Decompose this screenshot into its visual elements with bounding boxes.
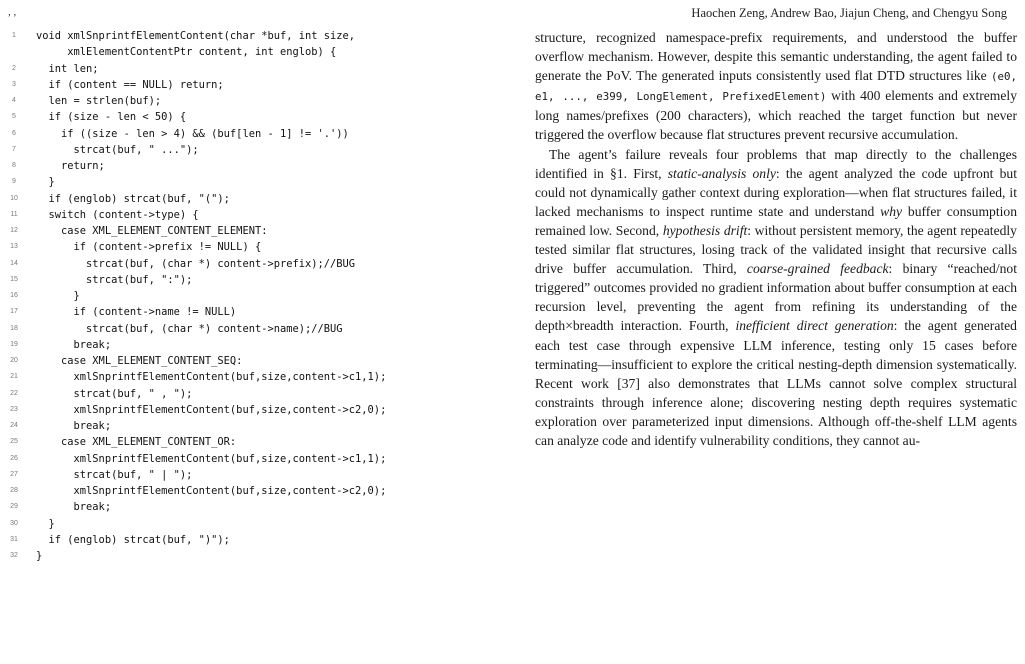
paragraph-1-text-a: structure, recognized namespace-prefix requirements, and understood the buffer overflow mechanism. However, despite this semantic understanding, the agent failed to generate the PoV. The generated inputs consistently used flat DTD structures like [535,30,1017,84]
p2-text-5: : binary “reached/not triggered” outcomes provided no gradient information about buffer consumption at each recursion level, preventing the agent from refining its understanding of the depth×breadth interaction. Fourth, [535,261,1017,334]
code-line [6,174,486,190]
code-line [6,126,486,142]
p2-emph-static-analysis: static-analysis only [667,165,776,181]
code-line [6,77,486,93]
code-text: void xmlSnprintfElementContent(char *buf, int size, [36,30,356,42]
code-listing [6,28,486,564]
p2-text-4: : without persistent memory, the agent repeatedly tested similar flat structures, losing track of the validated insight that recursive calls drive buffer accumulation. Third, [535,222,1017,277]
code-text: case XML_ELEMENT_CONTENT_ELEMENT: [36,225,268,237]
line-number: 11 [10,210,18,218]
line-number: 25 [10,438,18,446]
line-number: 21 [10,373,18,381]
line-number: 14 [10,259,18,267]
code-text: break; [36,501,112,514]
code-text: xmlSnprintfElementContent(buf,size,content->c1,1); [36,452,387,465]
code-text: int len; [36,62,99,75]
code-line [6,337,486,353]
code-line [6,516,486,532]
code-text: if (content == NULL) return; [36,78,224,91]
line-number: 13 [10,243,18,251]
code-text: } [36,290,80,302]
line-number: 28 [10,487,18,494]
code-line [6,386,486,402]
code-line [6,321,486,337]
p2-text-6: : the agent generated each test case through expensive LLM inference, testing only 15 cases before terminating—insufficient to explore the critical nesting-depth dimension systematically. Recent work [37] also demonstrates that LLMs cannot solve complex structural constraints through inference alone; discovering nesting depth requires systematic exploration over parameterized input dimensions. Although off-the-shelf LLM agents can analyze code and identify vulnerability conditions, they cannot au- [535,318,1017,448]
code-text: break; [36,420,112,432]
code-text: if (content->prefix != NULL) { [36,241,262,254]
code-text: xmlSnprintfElementContent(buf,size,content->c2,0); [36,403,387,416]
code-line [6,288,486,304]
line-number: 17 [10,308,18,316]
code-line [6,223,486,239]
line-number: 20 [10,357,18,364]
code-line [6,207,486,223]
code-text: xmlSnprintfElementContent(buf,size,content->c1,1); [36,371,387,384]
code-line [6,418,486,434]
code-text: if (englob) strcat(buf, "("); [36,192,230,205]
line-number: 1 [12,32,16,39]
code-line [6,239,486,255]
line-number: 18 [10,324,18,332]
code-line [6,28,486,44]
code-text: if ((size - len > 4) && (buf[len - 1] != '.')) [36,127,349,140]
p2-emph-coarse-feedback: coarse-grained feedback [746,261,889,277]
code-text: strcat(buf, (char *) content->prefix);//BUG [36,257,356,270]
code-text: xmlElementContentPtr content, int englob) { [36,46,337,59]
code-line [6,353,486,369]
code-line [6,158,486,174]
code-text: } [36,176,55,189]
code-line [6,256,486,272]
running-header-left: , , [8,6,17,18]
code-line [6,61,486,77]
line-number: 7 [12,145,16,153]
line-number: 15 [10,275,18,283]
line-number: 32 [10,552,18,559]
code-line [6,434,486,450]
code-text: strcat(buf, ":"); [36,273,193,286]
paragraph-1-text-b: with 400 elements and extremely long names/prefixes (200 characters), which reached the target function but never triggered the overflow because flat structures prevent recursive accumulation. [535,88,1017,143]
p2-emph-inefficient-generation: inefficient direct generation [735,318,894,334]
code-line [6,499,486,515]
line-number: 2 [12,64,16,72]
code-text: xmlSnprintfElementContent(buf,size,content->c2,0); [36,485,387,497]
code-line [6,93,486,109]
line-number [6,44,22,60]
code-line [6,451,486,467]
paragraph-2 [535,145,1017,451]
code-text: strcat(buf, " , "); [36,387,193,400]
code-text: strcat(buf, (char *) content->name);//BUG [36,322,343,335]
code-text: case XML_ELEMENT_CONTENT_OR: [36,436,237,449]
code-line [6,532,486,548]
code-line [6,548,486,564]
code-text: strcat(buf, " | "); [36,468,193,481]
line-number: 29 [10,503,18,511]
line-number: 19 [10,340,18,348]
inline-code: (e0, e1, ..., e399, LongElement, PrefixedElement) [535,70,1018,104]
line-number: 23 [10,405,18,413]
line-number: 30 [10,519,18,527]
code-text: if (englob) strcat(buf, ")"); [36,533,230,546]
code-text: switch (content->type) { [36,208,199,221]
p2-emph-why: why [880,203,903,219]
code-line [6,109,486,125]
code-text: strcat(buf, " ..."); [36,143,199,156]
line-number: 3 [12,80,16,88]
code-text: } [36,517,55,530]
paragraph-1 [535,28,1017,145]
line-number: 27 [10,470,18,478]
p2-text-2: : the agent analyzed the code upfront but could not dynamically gather context during exploration—when flat structures failed, it lacked mechanisms to inspect runtime state and understand [535,165,1017,219]
code-text: return; [36,160,105,172]
line-number: 8 [12,162,16,169]
running-header-authors: Haochen Zeng, Andrew Bao, Jiajun Cheng, and Chengyu Song [691,6,1007,20]
code-text: break; [36,338,112,351]
p2-emph-hypothesis-drift: hypothesis drift [662,222,748,238]
line-number: 9 [12,178,16,186]
line-number: 24 [10,422,18,429]
code-line [6,304,486,320]
code-line [6,191,486,207]
code-text: case XML_ELEMENT_CONTENT_SEQ: [36,355,243,367]
code-line [6,402,486,418]
code-text: } [36,550,43,562]
line-number: 12 [10,227,18,234]
code-text: len = strlen(buf); [36,95,162,107]
line-number: 4 [12,97,16,104]
line-number: 10 [10,194,18,202]
code-text: if (content->name != NULL) [36,306,237,319]
code-line [6,369,486,385]
body-text-column [535,28,1017,450]
p2-text-1: The agent’s failure reveals four problems that map directly to the challenges identified in §1. First, [535,146,1017,181]
line-number: 6 [12,129,16,137]
code-line [6,44,486,60]
code-line [6,272,486,288]
line-number: 16 [10,292,18,299]
line-number: 22 [10,389,18,397]
code-line [6,483,486,499]
code-line [6,467,486,483]
line-number: 5 [12,113,16,121]
code-line [6,142,486,158]
p2-text-3: buffer consumption remained low. Second, [535,203,1017,238]
code-text: if (size - len < 50) { [36,111,187,124]
line-number: 26 [10,454,18,462]
line-number: 31 [10,535,18,543]
